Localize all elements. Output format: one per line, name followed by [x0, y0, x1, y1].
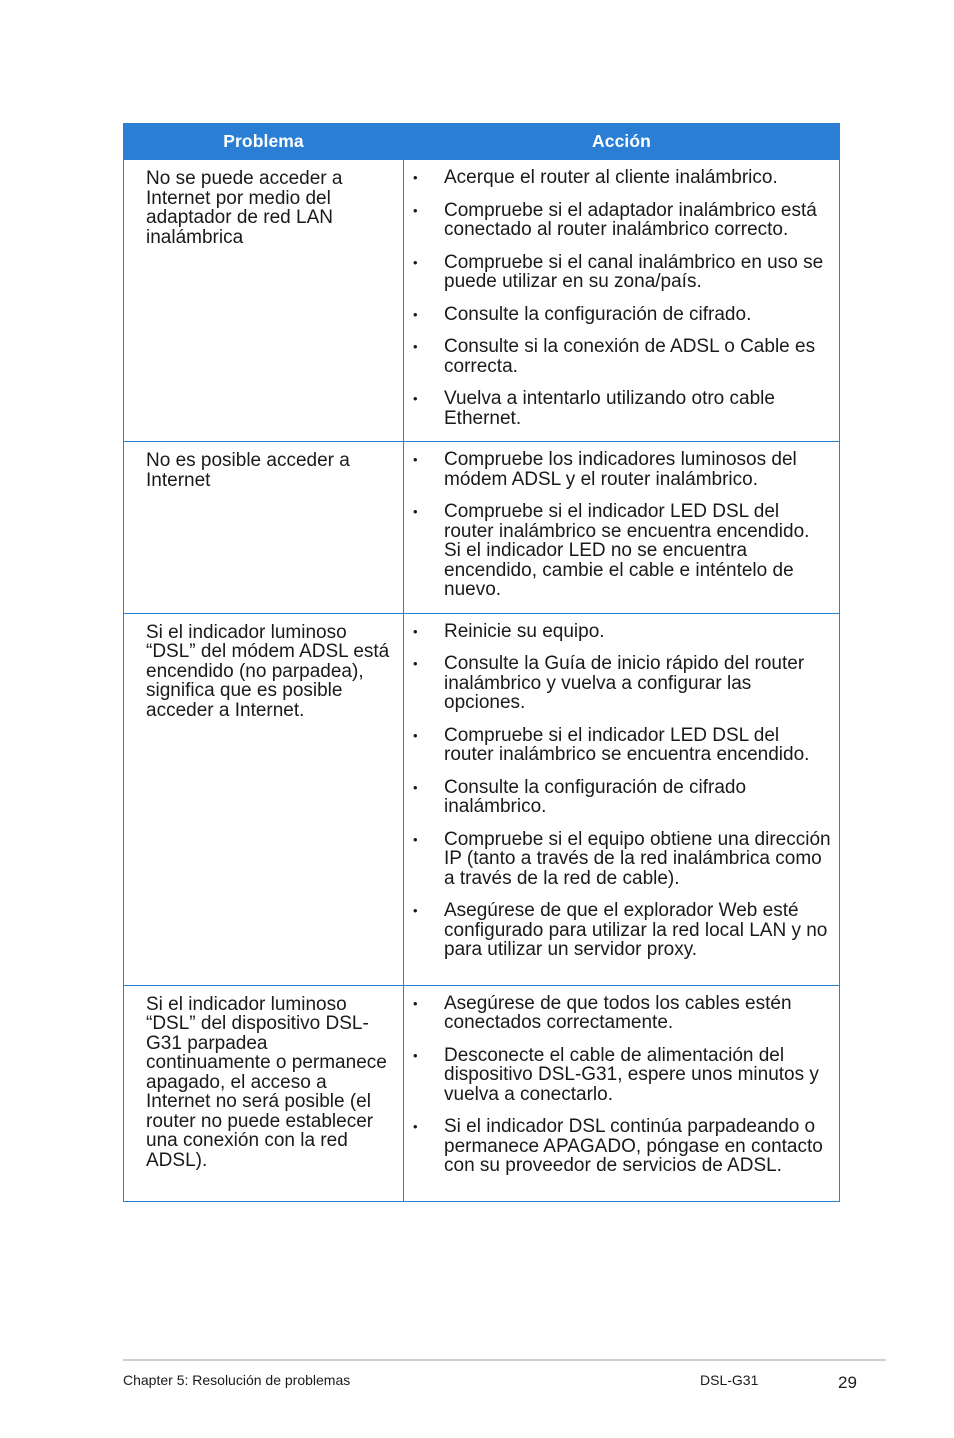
header-problem: Problema: [124, 124, 404, 160]
action-item: • Vuelva a intentarlo utilizando otro cable Ethernet.: [404, 389, 831, 428]
action-list: [404, 442, 839, 600]
action-item: • Consulte la configuración de cifrado inalámbrico.: [404, 778, 831, 817]
table-header-row: [124, 124, 840, 160]
footer-divider: [123, 1359, 886, 1361]
action-list: [404, 614, 839, 960]
action-item: • Asegúrese de que el explorador Web esté configurado para utilizar la red local LAN y no para utilizar un servidor proxy.: [404, 901, 831, 960]
action-cell: [404, 613, 840, 985]
footer-chapter: Chapter 5: Resolución de problemas: [123, 1372, 351, 1388]
action-cell: [404, 160, 840, 442]
action-item: • Desconecte el cable de alimentación del dispositivo DSL-G31, espere unos minutos y vuelva a conectarlo.: [404, 1046, 831, 1105]
action-item: • Compruebe si el indicador LED DSL del router inalámbrico se encuentra encendido.: [404, 726, 831, 765]
footer-model: DSL-G31: [700, 1372, 759, 1388]
action-cell: [404, 985, 840, 1201]
problem-text: No se puede acceder a Internet por medio del adaptador de red LAN inalámbrica: [146, 168, 343, 248]
action-list: [404, 160, 839, 428]
table-row: [124, 613, 840, 985]
action-item: • Reinicie su equipo.: [404, 622, 831, 642]
table-row: [124, 985, 840, 1201]
table-row: [124, 160, 840, 442]
action-item: • Compruebe los indicadores luminosos del módem ADSL y el router inalámbrico.: [404, 450, 831, 489]
page-number: 29: [838, 1373, 857, 1392]
table-row: [124, 442, 840, 614]
action-cell: [404, 442, 840, 614]
problem-text: No es posible acceder a Internet: [146, 450, 350, 491]
action-item: • Consulte la Guía de inicio rápido del router inalámbrico y vuelva a configurar las opciones.: [404, 654, 831, 713]
action-item: • Compruebe si el indicador LED DSL del router inalámbrico se encuentra encendido. Si el indicador LED no se encuentra encendido, cambie el cable e inténtelo de nuevo.: [404, 502, 831, 600]
action-item: • Acerque el router al cliente inalámbrico.: [404, 168, 831, 188]
action-item: • Compruebe si el equipo obtiene una dirección IP (tanto a través de la red inalámbrica como a través de la red de cable).: [404, 830, 831, 889]
problem-cell: [124, 442, 404, 614]
problem-text: Si el indicador luminoso “DSL” del dispositivo DSL-G31 parpadea continuamente o permanece apagado, el acceso a Internet no será posible (el router no puede establecer una conexión con la red ADSL).: [146, 993, 387, 1171]
problem-cell: [124, 160, 404, 442]
action-item: • Compruebe si el adaptador inalámbrico está conectado al router inalámbrico correcto.: [404, 201, 831, 240]
troubleshooting-table: [123, 123, 840, 1202]
problem-text: Si el indicador luminoso “DSL” del módem ADSL está encendido (no parpadea), significa que es posible acceder a Internet.: [146, 621, 390, 721]
action-list: [404, 986, 839, 1176]
header-action: Acción: [404, 124, 840, 160]
action-item: • Si el indicador DSL continúa parpadeando o permanece APAGADO, póngase en contacto con su proveedor de servicios de ADSL.: [404, 1117, 831, 1176]
action-item: • Consulte la configuración de cifrado.: [404, 305, 831, 325]
problem-cell: [124, 613, 404, 985]
action-item: • Asegúrese de que todos los cables estén conectados correctamente.: [404, 994, 831, 1033]
problem-cell: [124, 985, 404, 1201]
action-item: • Compruebe si el canal inalámbrico en uso se puede utilizar en su zona/país.: [404, 253, 831, 292]
action-item: • Consulte si la conexión de ADSL o Cable es correcta.: [404, 337, 831, 376]
